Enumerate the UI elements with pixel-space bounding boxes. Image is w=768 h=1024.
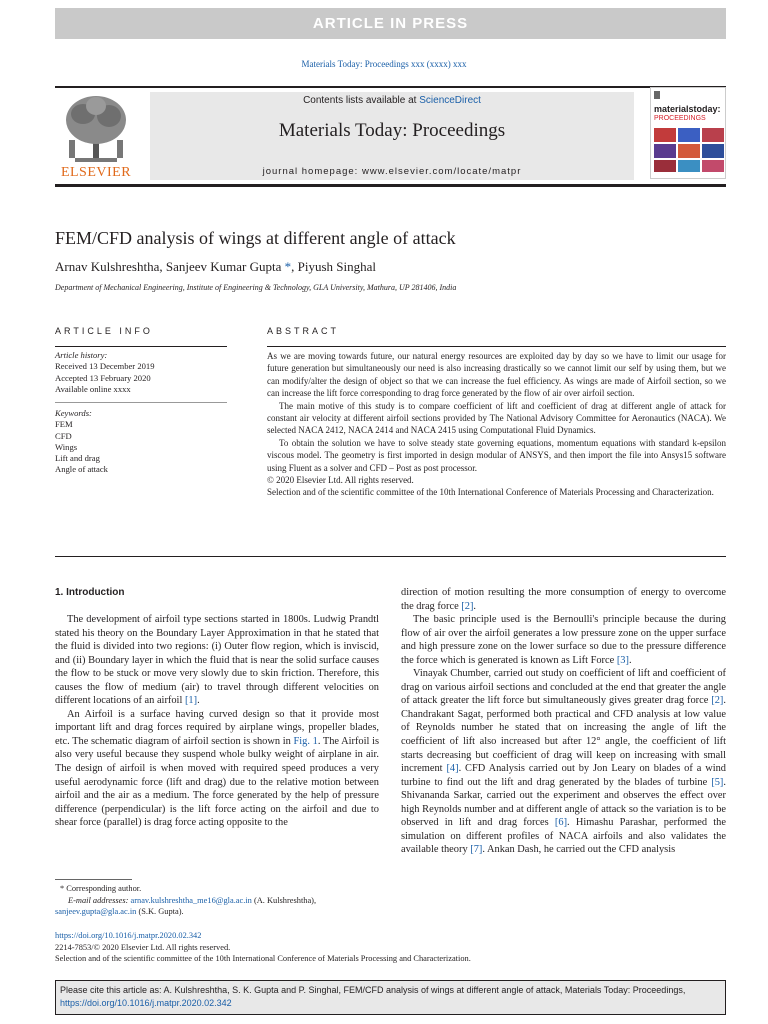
header-bottom-rule [55,184,726,187]
keyword-item: CFD [55,430,72,441]
intro-r3-text-f: . Ankan Dash, he carried out the CFD analysis [482,844,676,856]
keyword-item: Lift and drag [55,453,100,464]
citation-link-5[interactable]: [5] [711,776,724,788]
email-owner-1: (A. Kulshreshtha), [251,895,317,905]
author-list [55,259,376,275]
history-online: Available online xxxx [55,383,131,394]
abstract-body [267,350,726,499]
cover-title: materialstoday: [654,104,721,114]
affiliation: Department of Mechanical Engineering, Institute of Engineering & Technology, GLA University, Mathura, UP 281406, India [55,283,457,292]
contents-prefix: Contents lists available at [303,95,420,106]
history-received: Received 13 December 2019 [55,361,155,372]
doi-link[interactable]: https://doi.org/10.1016/j.matpr.2020.02.342 [55,931,202,940]
email-owner-2: (S.K. Gupta). [136,907,184,916]
sciencedirect-link[interactable]: ScienceDirect [419,95,481,106]
abstract-paragraph-3: To obtain the solution we have to solve steady state governing equations, momentum equations with standard k-epsilon viscous model. The geometry is first imported in design modular of ANSYS, and then import the file into Ansys15 software using Fluent as a solver and CFD – Post as post processor. [267,437,726,473]
citation-link-7[interactable]: [7] [470,844,483,856]
intro-r3-text-b: . Chandrakant Sagat, performed both practical and CFD analysis at low value of Reynolds number he stated that on increasing the angle of lift the coefficient of lift also increased but after 12° angle, the coefficient of lift starts decreasing but coefficient of drag will keep on increasing with small increment [401,695,726,775]
citation-link-1[interactable]: [1] [184,695,198,707]
issn-line: 2214-7853/© 2020 Elsevier Ltd. All rights reserved. [55,942,231,952]
journal-title: Materials Today: Proceedings [278,120,506,141]
intro-r2-text: The basic principle used is the Bernoulli's principle because the during flow of air over the airfoil generates a low pressure zone on the upper surface and high pressure zone on the lower surface so due to the pressure difference the force which is generated is known as Lift Force [401,614,726,666]
article-in-press-banner: ARTICLE IN PRESS [55,8,726,39]
footnote-corresponding [60,883,379,906]
abstract-paragraph-1: As we are moving towards future, our natural energy resources are exploited day by day so we have to limit our usage for future generation but simultaneously our need is also increasing drastically so we cannot limit our self by using them, but we can modify/alter the design of object so that we can increase the fuel efficiency. As wings are made of Airfoil section, so we can increase the lift force corresponding to drag force generated by the flow of air over airfoil section. [267,351,726,399]
contents-line [150,95,634,106]
history-accepted: Accepted 13 February 2020 [55,372,151,383]
paper-title: FEM/CFD analysis of wings at different angle of attack [55,228,456,248]
footnote-rule [55,879,132,880]
keyword-item: Wings [55,441,78,452]
intro-r3-text-a: Vinayak Chumber, carried out study on coefficient of lift and coefficient of drag on various airfoil sections and concluded at the end that greater the angle of attack greater the lift force but simultaneously gives greater drag force [401,668,726,707]
intro-p2-text-b: . The Airfoil is also very useful because they suspend whole bulky weight of airplane in air. The design of airfoil is when moved with required speed produces a very useful aerodynamic force (lift and drag) due to the relative motion between airfoil and the air as a medium. The force generated by the help of pressure difference (perpendicular) is the lift force acting on the airfoil and due to shear force (parallel) is drag force acting opposite to the [55,735,379,829]
authors-part-1: Arnav Kulshreshtha, Sanjeev Kumar Gupta [55,259,285,274]
homepage-prefix: journal homepage: [262,166,362,177]
intro-paragraph-2 [55,708,379,830]
email-label: E-mail addresses: [68,895,131,905]
intro-paragraph-4 [401,613,726,667]
citation-link-6[interactable]: [6] [554,817,568,829]
article-info-rule [55,346,227,347]
email-link-2[interactable]: sanjeev.gupta@gla.ac.in [55,907,137,916]
citation-link-2b[interactable]: [2] [711,695,724,707]
journal-cover-thumbnail [650,87,726,179]
citation-text: Please cite this article as: A. Kulshreshtha, S. K. Gupta and P. Singhal, FEM/CFD analysis of wings at different angle of attack, Materials Today: Proceedings, [60,985,686,995]
keywords-block [55,408,227,476]
abstract-copyright: © 2020 Elsevier Ltd. All rights reserved. [267,475,414,486]
email-link-1[interactable]: arnav.kulshreshtha_me16@gla.ac.in [130,895,252,905]
citation-doi-link[interactable]: https://doi.org/10.1016/j.matpr.2020.02.342 [60,998,232,1008]
figure-1-link[interactable]: Fig. 1 [293,735,318,747]
email-line [60,895,379,907]
intro-r2-end: . [628,654,632,666]
header-top-rule [55,86,726,88]
left-column [55,613,379,830]
abstract-paragraph-2: The main motive of this study is to compare coefficient of lift and coefficient of drag at different angle of attack for constant air velocity at different airfoil sections provided by The National Advisory Committee for Aeronautics (NACA). We selected NACA 2412, NACA 2414 and NACA 2415 using Computational Fluid Dynamics. [267,400,726,436]
journal-homepage [150,166,634,177]
keyword-item: FEM [55,419,73,430]
elsevier-wordmark: ELSEVIER [60,165,132,180]
citation-link-3[interactable]: [3] [616,654,629,666]
footnote-email-2 [55,906,385,918]
intro-p1-text: The development of airfoil type sections started in 1800s. Ludwig Prandtl stated his theory on the Boundary Layer Approximation in that he stated that the fluid is divided into two regions: (i) Outer flow region, which is inviscid, and (ii) Boundary layer in which the fluid that is near the solid surface causes the flow to be stuck or move very slowly due to skin friction. Therefore, this causes the flow of medium (air) to travel through different velocities on different locations of an airfoil [55,614,379,707]
authors-part-2: , Piyush Singhal [291,259,376,274]
article-footer [55,930,726,965]
keywords-rule [55,402,227,403]
cite-this-article-box [55,980,726,1015]
intro-r1-end: . [473,600,477,612]
keywords-label: Keywords: [55,408,92,418]
corresponding-author-note: * Corresponding author. [60,884,142,893]
homepage-url-link[interactable]: www.elsevier.com/locate/matpr [361,166,522,177]
article-history [55,350,227,395]
abstract-selection: Selection and of the scientific committee of the 10th International Conference of Materials Processing and Characterization. [267,487,714,498]
history-label: Article history: [55,350,108,360]
intro-paragraph-5 [401,667,726,857]
footer-selection: Selection and of the scientific committee of the 10th International Conference of Materials Processing and Characterization. [55,954,471,964]
section-heading-introduction: 1. Introduction [55,587,125,598]
keyword-item: Angle of attack [55,464,108,475]
cover-corner-mark [654,91,660,99]
abstract-bottom-rule [55,556,726,557]
intro-r1-text: direction of motion resulting the more consumption of energy to overcome the drag force [401,587,726,612]
cover-image-grid [654,128,724,172]
journal-reference-link[interactable]: Materials Today: Proceedings xxx (xxxx) xxx [301,59,467,69]
abstract-heading: ABSTRACT [267,326,340,336]
corresponding-author-mark[interactable]: * [284,259,292,274]
intro-p1-end: . [197,695,200,707]
right-column [401,586,726,857]
intro-r3-text-c: . CFD Analysis carried out by Jon Leary on blades of a wind turbine to find out the lift and drag generated by the blades of turbine [401,763,726,788]
article-info-heading: ARTICLE INFO [55,326,153,336]
citation-link-2[interactable]: [2] [461,600,474,612]
citation-link-4[interactable]: [4] [446,763,459,775]
intro-paragraph-1 [55,613,379,708]
intro-r3-text-e: . Himashu Parashar, performed the simulation on different profiles of NACA airfoils and also validates the available theory [401,817,726,856]
intro-paragraph-3 [401,586,726,613]
cover-subtitle: PROCEEDINGS [654,115,706,122]
abstract-rule [267,346,726,347]
intro-p2-text-a: An Airfoil is a surface having curved design so that it provide most important lift and drag forces required by airplane wings, propeller blades, etc. The schematic diagram of airfoil section is shown in [55,708,379,747]
intro-r3-text-d: . Shivananda Sarkar, carried out the experiment and observes the effect over high Reynolds number and at different angle of attack so the variation is to be observed in lift and drag forces [401,776,726,829]
